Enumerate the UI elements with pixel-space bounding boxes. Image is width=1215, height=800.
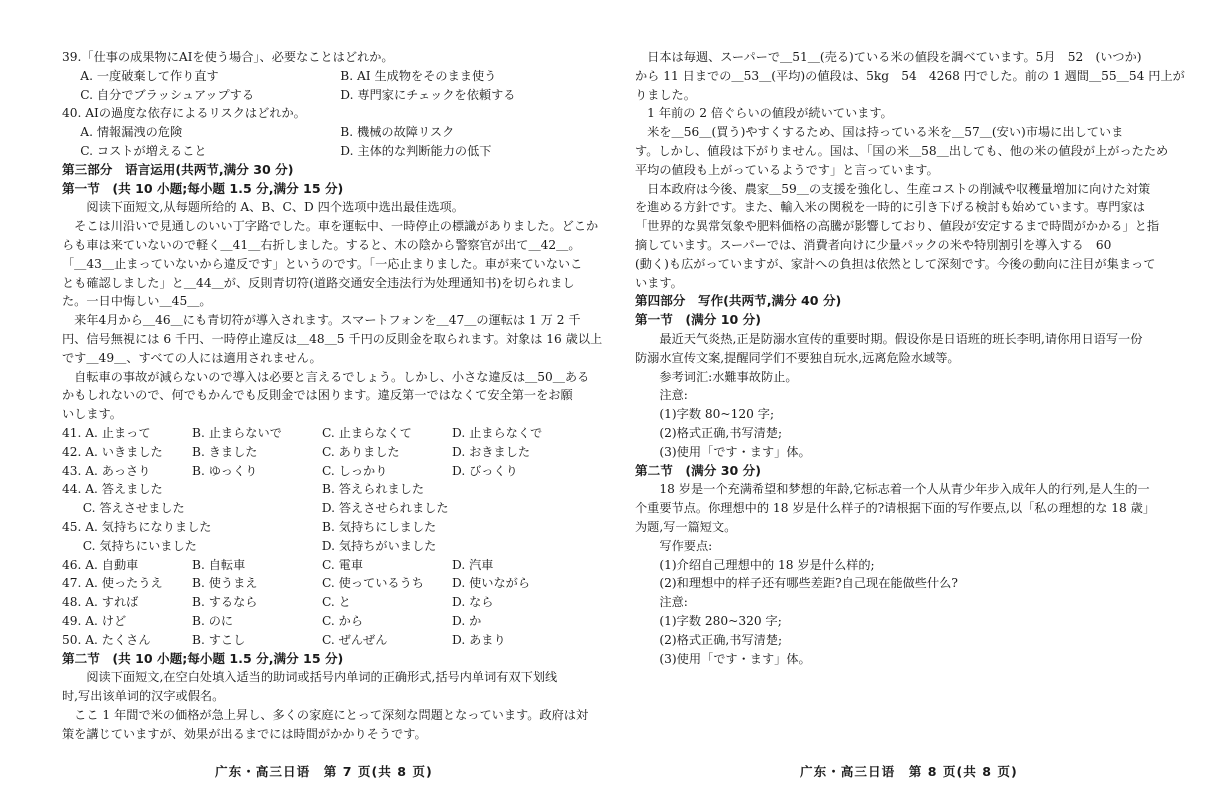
option: C. 答えさせました bbox=[82, 501, 185, 516]
note-item: (3)使用「です・ます」体。 bbox=[659, 444, 811, 459]
passage-line: です＿49＿、すべての人には適用されません。 bbox=[62, 350, 322, 365]
q39-options-row1 bbox=[62, 67, 622, 86]
option: C. ありました bbox=[322, 444, 400, 459]
option: B. すこし bbox=[192, 632, 246, 647]
option: D. 専門家にチェックを依頼する bbox=[340, 87, 516, 102]
page-footer-left: 广东・高三日语 第 7 页(共 8 页) bbox=[215, 764, 433, 779]
passage-line: とも確認しました」と＿44＿が、反則青切符(道路交通安全违法行为处理通知书)を切られまし bbox=[62, 275, 575, 290]
passage-line: 円、信号無視には 6 千円、一時停止違反は＿48＿5 千円の反則金を取られます。対象は 16 歳以上 bbox=[62, 331, 603, 346]
passage-line: 摘しています。スーパーでは、消費者向けに少量パックの米や特別割引を導入する 60 bbox=[635, 237, 1112, 252]
q40-options-row1 bbox=[62, 123, 622, 142]
option: 41. A. 止まって bbox=[62, 425, 151, 440]
option: C. ぜんぜん bbox=[322, 632, 388, 647]
option: D. 使いながら bbox=[452, 576, 531, 591]
question-40: 40. AIの過度な依存によるリスクはどれか。 bbox=[62, 106, 306, 121]
prompt-line: 个重要节点。你理想中的 18 岁是什么样子的?请根据下面的写作要点,以「私の理想的な 18 歳」 bbox=[635, 501, 1156, 516]
passage-line: ここ 1 年間で米の価格が急上昇し、多くの家庭にとって深刻な問題となっています。政府は対 bbox=[62, 707, 589, 722]
option: A. 一度破棄して作り直す bbox=[80, 68, 219, 83]
writing1-vocab: 参考词汇:水難事故防止。 bbox=[659, 369, 798, 384]
option: B. のに bbox=[192, 613, 234, 628]
option: B. 止まらないで bbox=[192, 425, 282, 440]
option: B. 自転車 bbox=[192, 557, 246, 572]
option-row bbox=[62, 612, 622, 631]
option: D. あまり bbox=[452, 632, 506, 647]
option-row bbox=[62, 631, 622, 650]
writing2-notes bbox=[635, 612, 1195, 668]
passage-line: 米を＿56＿(買う)やすくするため、国は持っている米を＿57＿(安い)市場に出していま bbox=[635, 125, 1124, 140]
q40-options-row2 bbox=[62, 142, 622, 161]
option: 48. A. すれば bbox=[62, 595, 139, 610]
option: 50. A. たくさん bbox=[62, 632, 151, 647]
section1-instruction: 阅读下面短文,从每题所给的 A、B、C、D 四个选项中选出最佳选项。 bbox=[86, 200, 464, 215]
part4-heading: 第四部分 写作(共两节,满分 40 分) bbox=[635, 293, 842, 309]
point-item: (1)介绍自己理想中的 18 岁是什么样的; bbox=[659, 557, 875, 572]
option: D. 答えさせられました bbox=[321, 501, 449, 516]
option-row bbox=[62, 574, 622, 593]
option-row bbox=[62, 480, 622, 499]
option-row bbox=[62, 518, 622, 537]
instruction-line: 阅读下面短文,在空白处填入适当的助词或括号内单词的正确形式,括号内单词有双下划线 bbox=[62, 670, 558, 685]
writing2-points-label: 写作要点: bbox=[659, 538, 713, 553]
option: C. 止まらなくて bbox=[322, 425, 412, 440]
option: B. AI 生成物をそのまま使う bbox=[340, 68, 497, 83]
option: D. 止まらなくで bbox=[452, 425, 543, 440]
option: B. 機械の故障リスク bbox=[340, 125, 455, 140]
passage-line: います。 bbox=[635, 275, 683, 290]
writing1-note-label: 注意: bbox=[659, 388, 688, 403]
option: 45. A. 気持ちになりました bbox=[62, 519, 212, 534]
instruction-line: 时,写出该单词的汉字或假名。 bbox=[62, 689, 225, 704]
passage-line: (動く)も広がっていますが、家計への負担は依然として深刻です。今後の動向に注目が集まって bbox=[635, 256, 1156, 271]
passage-line: 策を講じていますが、効果が出るまでには時間がかかりそうです。 bbox=[62, 726, 427, 741]
passage-line: から 11 日までの＿53＿(平均)の値段は、5kg 54 4268 円でした。前の 1 週間＿55＿54 円上が bbox=[635, 68, 1185, 83]
note-item: (3)使用「です・ます」体。 bbox=[659, 651, 811, 666]
section2-instruction bbox=[62, 668, 622, 706]
option: 49. A. けど bbox=[62, 613, 127, 628]
option: C. 使っているうち bbox=[322, 576, 424, 591]
passage-line: た。一日中悔しい＿45＿。 bbox=[62, 294, 212, 309]
page-footer-right: 广东・高三日语 第 8 页(共 8 页) bbox=[800, 764, 1018, 779]
option: D. なら bbox=[452, 595, 494, 610]
passage-line: そこは川沿いで見通しのいい丁字路でした。車を運転中、一時停止の標識がありました。どこか bbox=[62, 219, 599, 234]
option: C. 自分でブラッシュアップする bbox=[80, 87, 255, 102]
option-row bbox=[62, 499, 622, 518]
passage-line: 平均の値段も上がっているようです」と言っています。 bbox=[635, 162, 939, 177]
left-page bbox=[62, 0, 622, 743]
option: B. 使うまえ bbox=[192, 576, 258, 591]
prompt-line: 18 岁是一个充满希望和梦想的年龄,它标志着一个人从青少年步入成年人的行列,是人生的一 bbox=[635, 482, 1150, 497]
section2-heading: 第二节 (共 10 小题;每小题 1.5 分,满分 15 分) bbox=[62, 650, 344, 666]
option: B. するなら bbox=[192, 595, 258, 610]
option: B. ゆっくり bbox=[192, 463, 258, 478]
writing-section2-heading: 第二节 (满分 30 分) bbox=[635, 462, 761, 478]
prompt-line: 最近天气炎热,正是防溺水宣传的重要时期。假设你是日语班的班长李明,请你用日语写一份 bbox=[635, 331, 1143, 346]
passage-line: いします。 bbox=[62, 407, 122, 422]
note-item: (2)格式正确,书写清楚; bbox=[659, 425, 783, 440]
passage-line: 日本は毎週、スーパーで＿51＿(売る)ている米の値段を調べています。5月 52 (いつか) bbox=[635, 50, 1142, 64]
option: B. 気持ちにしました bbox=[322, 519, 437, 534]
writing2-body bbox=[635, 480, 1195, 536]
option: C. と bbox=[322, 595, 351, 610]
passage-line: らも車は来ていないので軽く＿41＿右折しました。すると、木の陰から警察官が出て＿42＿。 bbox=[62, 237, 581, 252]
option: B. 答えられました bbox=[322, 482, 425, 497]
passage-line: を進める方針です。また、輸入米の関税を一時的に引き下げる検討も始めています。専門家は bbox=[635, 200, 1145, 215]
option: C. コストが増えること bbox=[80, 143, 207, 158]
option: C. しっかり bbox=[322, 463, 388, 478]
writing1-notes bbox=[635, 405, 1195, 461]
point-item: (2)和理想中的样子还有哪些差距?自己现在能做些什么? bbox=[659, 576, 958, 591]
passage-2 bbox=[62, 706, 622, 744]
option: D. か bbox=[452, 613, 482, 628]
question-39: 39.「仕事の成果物にAIを使う場合」、必要なことはどれか。 bbox=[62, 50, 394, 64]
passage-1 bbox=[62, 217, 622, 424]
passage-line: りました。 bbox=[635, 87, 696, 102]
option: C. 電車 bbox=[322, 557, 364, 572]
prompt-line: 防溺水宣传文案,提醒同学们不要独自玩水,远离危险水域等。 bbox=[635, 350, 960, 365]
option: C. から bbox=[322, 613, 364, 628]
passage-line: 日本政府は今後、農家＿59＿の支援を強化し、生産コストの削減や収穫量増加に向けた対策 bbox=[635, 181, 1151, 196]
option: 46. A. 自動車 bbox=[62, 557, 139, 572]
writing2-note-label: 注意: bbox=[659, 595, 688, 610]
passage-line: 来年4月から＿46＿にも青切符が導入されます。スマートフォンを＿47＿の運転は 1 万 2 千 bbox=[62, 313, 581, 328]
passage-line: 「＿43＿止まっていないから違反です」というのです。「一応止まりました。車が来ていないこ bbox=[62, 256, 583, 271]
option-row bbox=[62, 556, 622, 575]
cloze-options bbox=[62, 424, 622, 650]
writing1-body bbox=[635, 330, 1195, 368]
option: C. 気持ちにいました bbox=[82, 538, 197, 553]
passage-line: す。しかし、値段は下がりません。国は、「国の米＿58＿出しても、他の米の値段が上がったため bbox=[635, 143, 1169, 158]
right-page bbox=[635, 0, 1195, 668]
option: D. 気持ちがいました bbox=[321, 538, 437, 553]
option: D. おきました bbox=[452, 444, 531, 459]
q39-options-row2 bbox=[62, 86, 622, 105]
option: 43. A. あっさり bbox=[62, 463, 151, 478]
passage-line: 1 年前の 2 倍ぐらいの値段が続いています。 bbox=[635, 106, 893, 121]
note-item: (2)格式正确,书写清楚; bbox=[659, 632, 783, 647]
passage-2-continued bbox=[635, 48, 1195, 292]
option: D. 主体的な判断能力の低下 bbox=[340, 143, 492, 158]
option: B. きました bbox=[192, 444, 258, 459]
option: A. 情報漏洩の危険 bbox=[80, 125, 183, 140]
writing2-points bbox=[635, 556, 1195, 594]
note-item: (1)字数 80~120 字; bbox=[659, 407, 775, 422]
option: D. 汽車 bbox=[452, 557, 494, 572]
option: 44. A. 答えました bbox=[62, 482, 163, 497]
option-row bbox=[62, 443, 622, 462]
passage-line: 自転車の事故が減らないので導入は必要と言えるでしょう。しかし、小さな違反は＿50＿ある bbox=[62, 369, 590, 384]
option-row bbox=[62, 537, 622, 556]
option: D. びっくり bbox=[452, 463, 518, 478]
option-row bbox=[62, 593, 622, 612]
option-row bbox=[62, 462, 622, 481]
option-row bbox=[62, 424, 622, 443]
option: 47. A. 使ったうえ bbox=[62, 576, 163, 591]
passage-line: かもしれないので、何でもかんでも反則金では困ります。違反第一ではなくて安全第一をお願 bbox=[62, 388, 573, 403]
part3-heading: 第三部分 语言运用(共两节,满分 30 分) bbox=[62, 161, 294, 177]
prompt-line: 为题,写一篇短文。 bbox=[635, 519, 737, 534]
passage-line: 「世界的な異常気象や肥料価格の高騰が影響しており、値段が安定するまで時間がかかる」と指 bbox=[635, 219, 1160, 234]
note-item: (1)字数 280~320 字; bbox=[659, 613, 782, 628]
section1-heading: 第一节 (共 10 小题;每小题 1.5 分,满分 15 分) bbox=[62, 180, 344, 196]
option: 42. A. いきました bbox=[62, 444, 163, 459]
writing-section1-heading: 第一节 (满分 10 分) bbox=[635, 312, 761, 328]
